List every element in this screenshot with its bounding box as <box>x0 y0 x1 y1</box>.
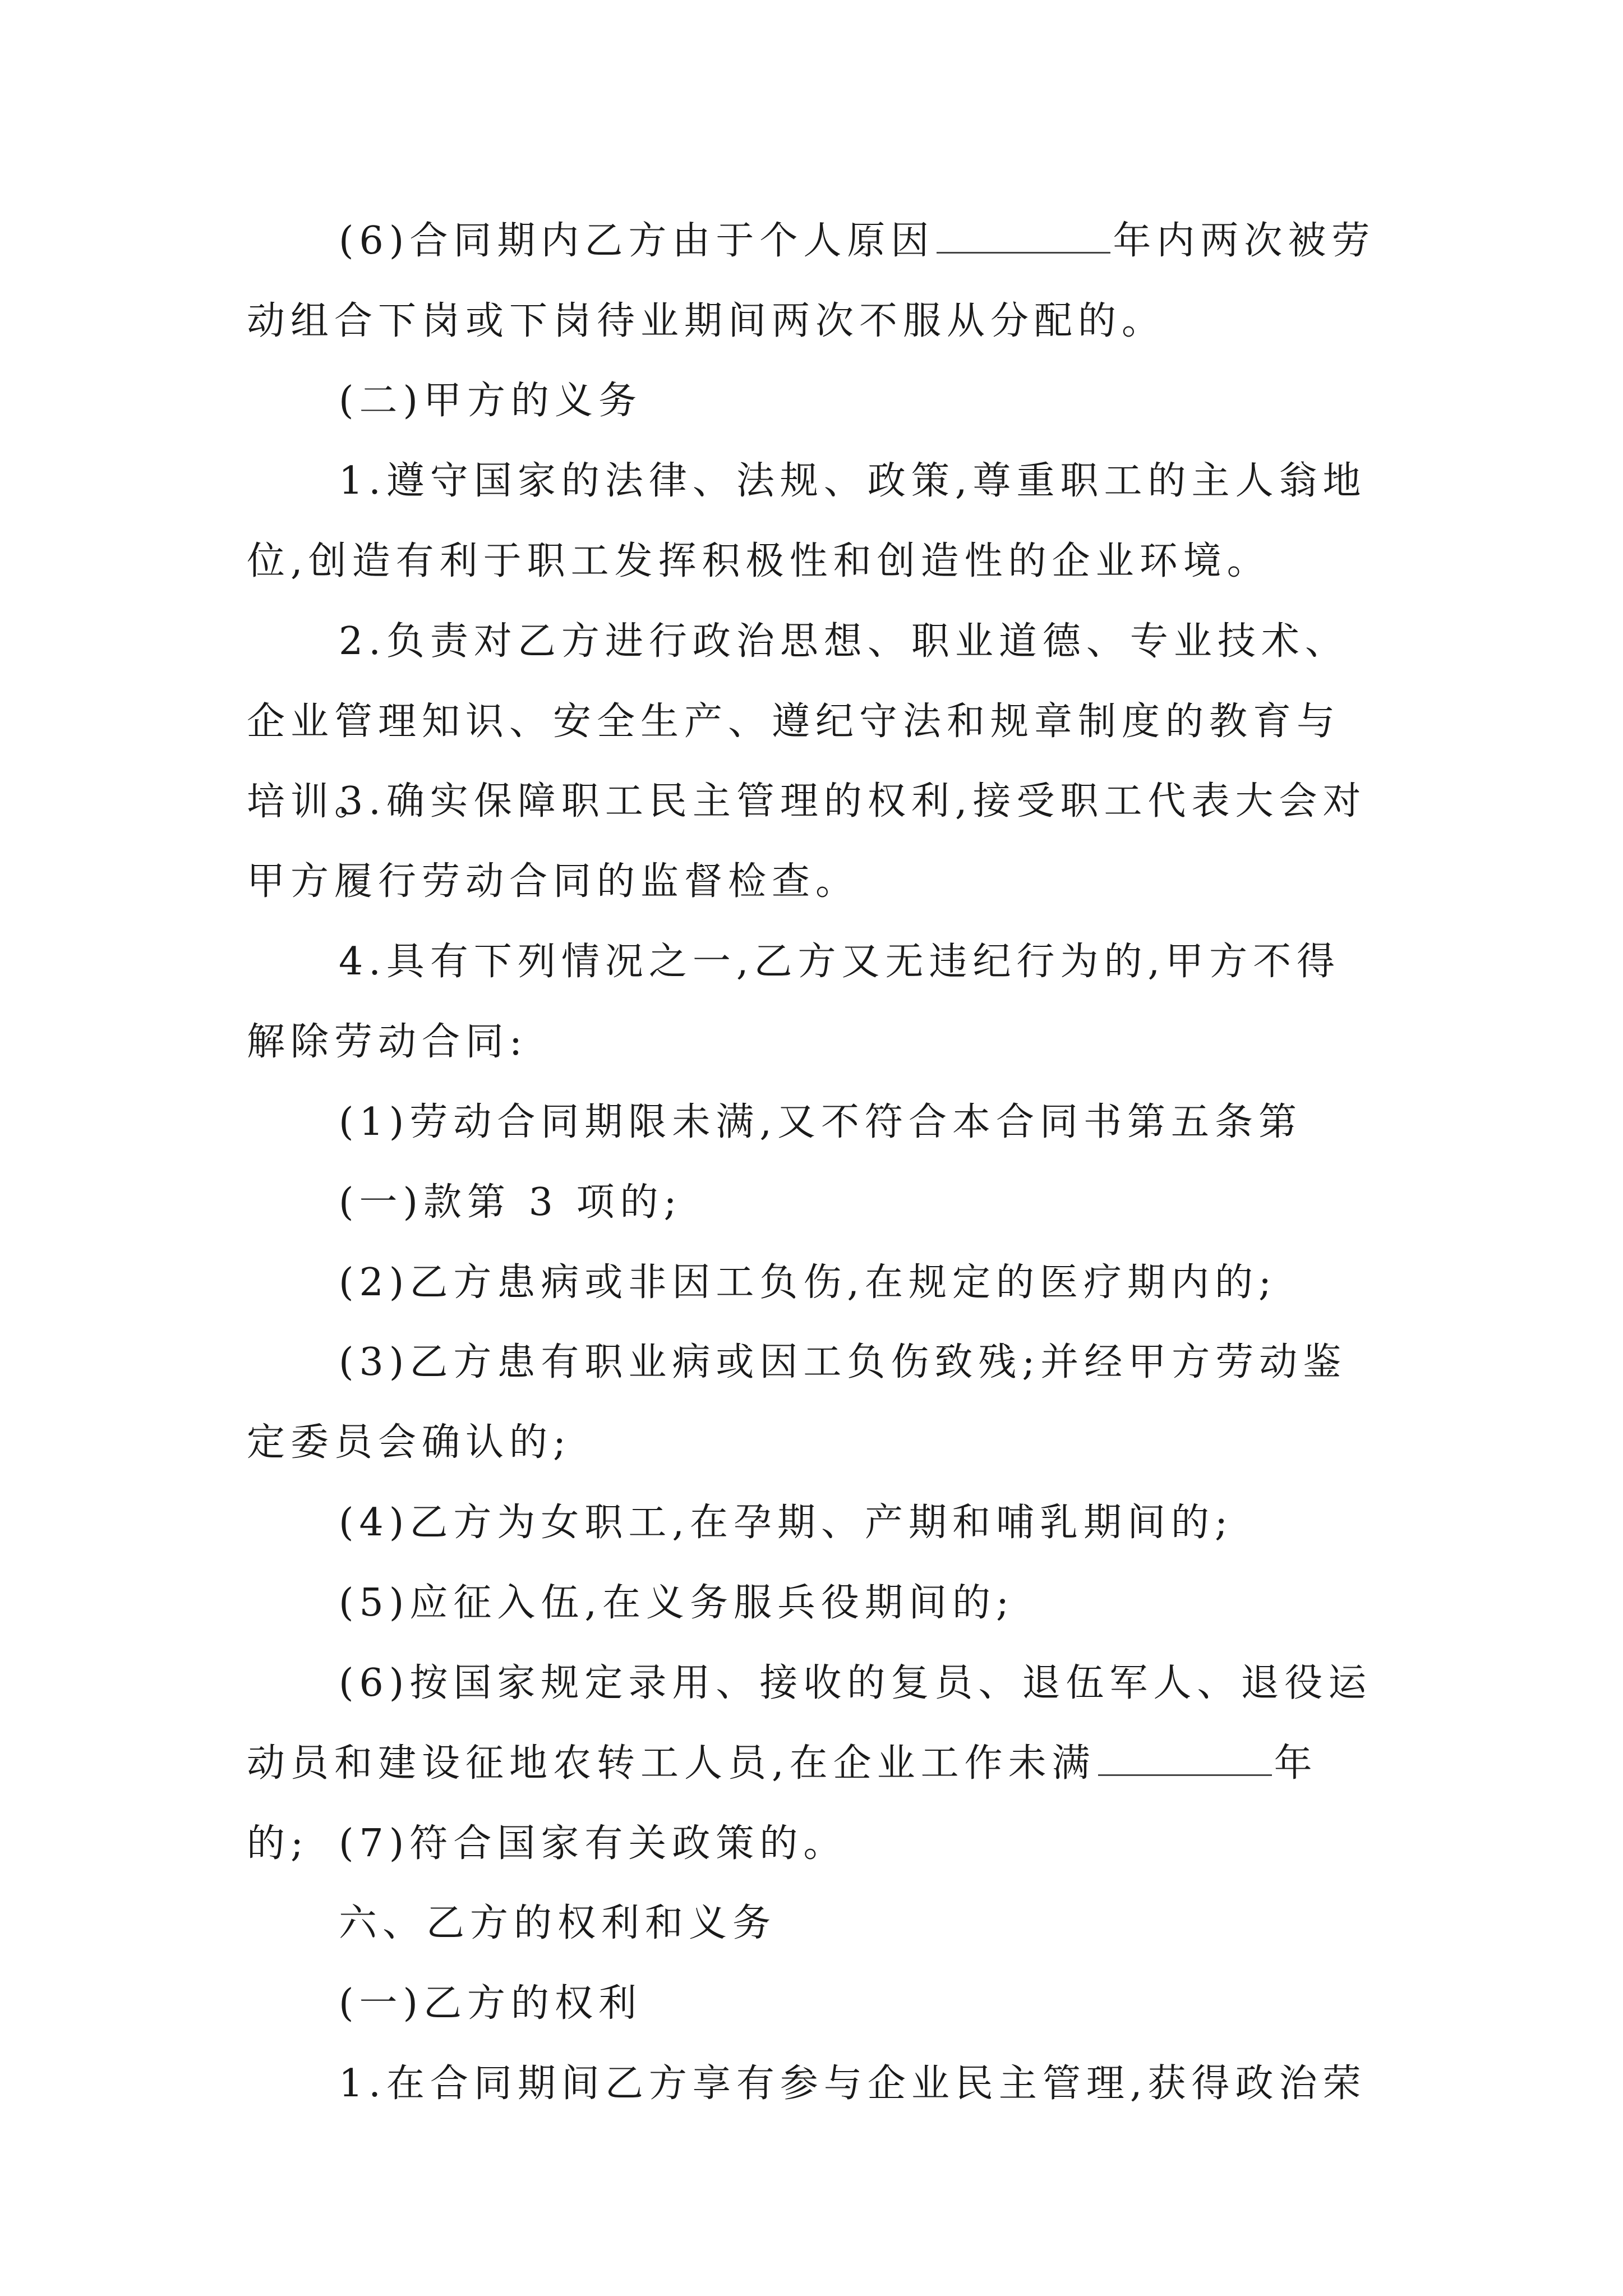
list-item-condition-1: (1)劳动合同期限未满,又不符合本合同书第五条第 <box>339 1100 1302 1144</box>
paragraph-clause-6-dismissal <box>247 201 1380 361</box>
paragraph-obligation-1: 1.遵守国家的法律、法规、政策,尊重职工的主人翁地位,创造有利于职工发挥积极性和创造性的企业环境。 <box>247 459 1367 583</box>
condition-6-text-after-blank: 年的; <box>247 1741 1318 1866</box>
paragraph-obligation-4: 4.具有下列情况之一,乙方又无违纪行为的,甲方不得解除劳动合同: <box>247 940 1341 1064</box>
clause-text-after-blank: 年内两次被劳动组合下岗或下岗待业期间两次不服从分配的。 <box>247 219 1376 343</box>
condition-6-text-before-blank: (6)按国家规定录用、接收的复员、退伍军人、退役运动员和建设征地农转工人员,在企业工作未满 <box>247 1661 1372 1786</box>
paragraph-obligation-3: 3.确实保障职工民主管理的权利,接受职工代表大会对甲方履行劳动合同的监督检查。 <box>247 779 1367 904</box>
subsection-heading-party-b-rights: (一)乙方的权利 <box>339 1981 643 2026</box>
paragraph-right-1: 1.在合同期间乙方享有参与企业民主管理,获得政治荣 <box>339 2062 1367 2106</box>
paragraph-obligation-2: 2.负责对乙方进行政治思想、职业道德、专业技术、企业管理知识、安全生产、遵纪守法和规章制度的教育与培训。 <box>247 619 1349 824</box>
list-item-condition-5: (5)应征入伍,在义务服兵役期间的; <box>339 1581 1015 1625</box>
list-item-condition-1-continued: (一)款第 3 项的; <box>339 1180 683 1225</box>
section-heading-party-a-obligations: (二)甲方的义务 <box>339 379 643 423</box>
list-item-condition-3: (3)乙方患有职业病或因工负伤致残;并经甲方劳动鉴定委员会确认的; <box>247 1340 1347 1465</box>
fill-in-blank-years[interactable] <box>1098 1742 1272 1776</box>
clause-text-before-blank: (6)合同期内乙方由于个人原因 <box>339 219 935 263</box>
fill-in-blank-years[interactable] <box>937 219 1110 254</box>
list-item-condition-7: (7)符合国家有关政策的。 <box>339 1821 847 1866</box>
list-item-condition-4: (4)乙方为女职工,在孕期、产期和哺乳期间的; <box>339 1501 1233 1545</box>
list-item-condition-2: (2)乙方患病或非因工负伤,在规定的医疗期内的; <box>339 1260 1277 1305</box>
section-heading-party-b-rights-obligations: 六、乙方的权利和义务 <box>339 1901 777 1945</box>
